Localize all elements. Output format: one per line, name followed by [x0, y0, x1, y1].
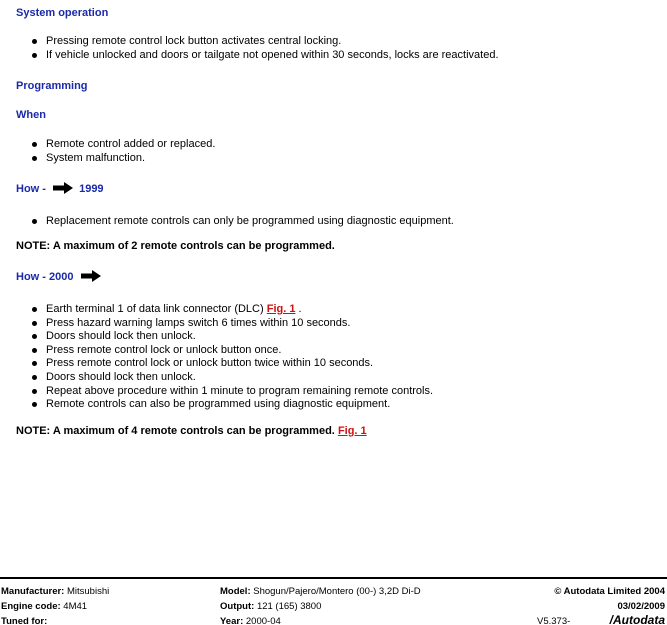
tuned-for-field: Tuned for: [1, 616, 48, 625]
heading-when: When [16, 109, 46, 121]
list-item: System malfunction. [16, 152, 215, 166]
list-item: Press hazard warning lamps switch 6 times within 10 seconds. [16, 317, 433, 331]
list-item: Earth terminal 1 of data link connector (DLC) Fig. 1 . [16, 303, 433, 317]
bullet-icon [32, 334, 37, 339]
footer [0, 584, 667, 625]
heading-system-operation: System operation [16, 7, 109, 19]
footer-row [0, 584, 667, 599]
list-item: Press remote control lock or unlock button twice within 10 seconds. [16, 357, 433, 371]
bullet-icon [32, 321, 37, 326]
list-item: Remote controls can also be programmed using diagnostic equipment. [16, 398, 433, 412]
list-system-operation [16, 35, 499, 62]
note-max-4-remotes: NOTE: A maximum of 4 remote controls can be programmed. Fig. 1 [16, 425, 367, 437]
list-item: Replacement remote controls can only be programmed using diagnostic equipment. [16, 215, 454, 229]
bullet-icon [32, 219, 37, 224]
bullet-icon [32, 348, 37, 353]
footer-divider [0, 577, 667, 579]
list-item: Doors should lock then unlock. [16, 330, 433, 344]
list-item: Pressing remote control lock button activates central locking. [16, 35, 499, 49]
footer-row [0, 599, 667, 614]
bullet-icon [32, 156, 37, 161]
heading-how-2000: How - 2000 [16, 270, 104, 284]
arrow-right-icon [81, 270, 101, 282]
list-item: If vehicle unlocked and doors or tailgate not opened within 30 seconds, locks are reactivated. [16, 49, 499, 63]
arrow-right-icon [53, 182, 73, 194]
bullet-icon [32, 142, 37, 147]
bullet-icon [32, 307, 37, 312]
bullet-icon [32, 39, 37, 44]
bullet-icon [32, 375, 37, 380]
engine-code-field: Engine code: 4M41 [1, 601, 88, 612]
version: V5.373- [537, 616, 571, 625]
bullet-icon [32, 361, 37, 366]
list-item: Press remote control lock or unlock button once. [16, 344, 433, 358]
fig-1-link[interactable]: Fig. 1 [337, 425, 367, 437]
list-item: Remote control added or replaced. [16, 138, 215, 152]
list-when [16, 138, 215, 165]
year-field: Year: 2000-04 [220, 616, 281, 625]
copyright: © Autodata Limited 2004 [554, 586, 665, 597]
output-field: Output: 121 (165) 3800 [220, 601, 322, 612]
bullet-icon [32, 389, 37, 394]
bullet-icon [32, 53, 37, 58]
fig-1-link[interactable]: Fig. 1 [266, 303, 296, 315]
list-item: Doors should lock then unlock. [16, 371, 433, 385]
footer-row [0, 614, 667, 625]
heading-how-1999: How - 1999 [16, 183, 104, 195]
document-date: 03/02/2009 [617, 601, 665, 612]
manufacturer-field: Manufacturer: Mitsubishi [1, 586, 110, 597]
list-how-2000 [16, 303, 433, 412]
model-field: Model: Shogun/Pajero/Montero (00-) 3,2D Di-D [220, 586, 421, 597]
bullet-icon [32, 402, 37, 407]
heading-programming: Programming [16, 80, 88, 92]
list-item: Repeat above procedure within 1 minute to program remaining remote controls. [16, 385, 433, 399]
note-max-2-remotes: NOTE: A maximum of 2 remote controls can be programmed. [16, 240, 335, 252]
autodata-logo: /Autodata [609, 613, 665, 625]
list-how-1999 [16, 215, 454, 229]
